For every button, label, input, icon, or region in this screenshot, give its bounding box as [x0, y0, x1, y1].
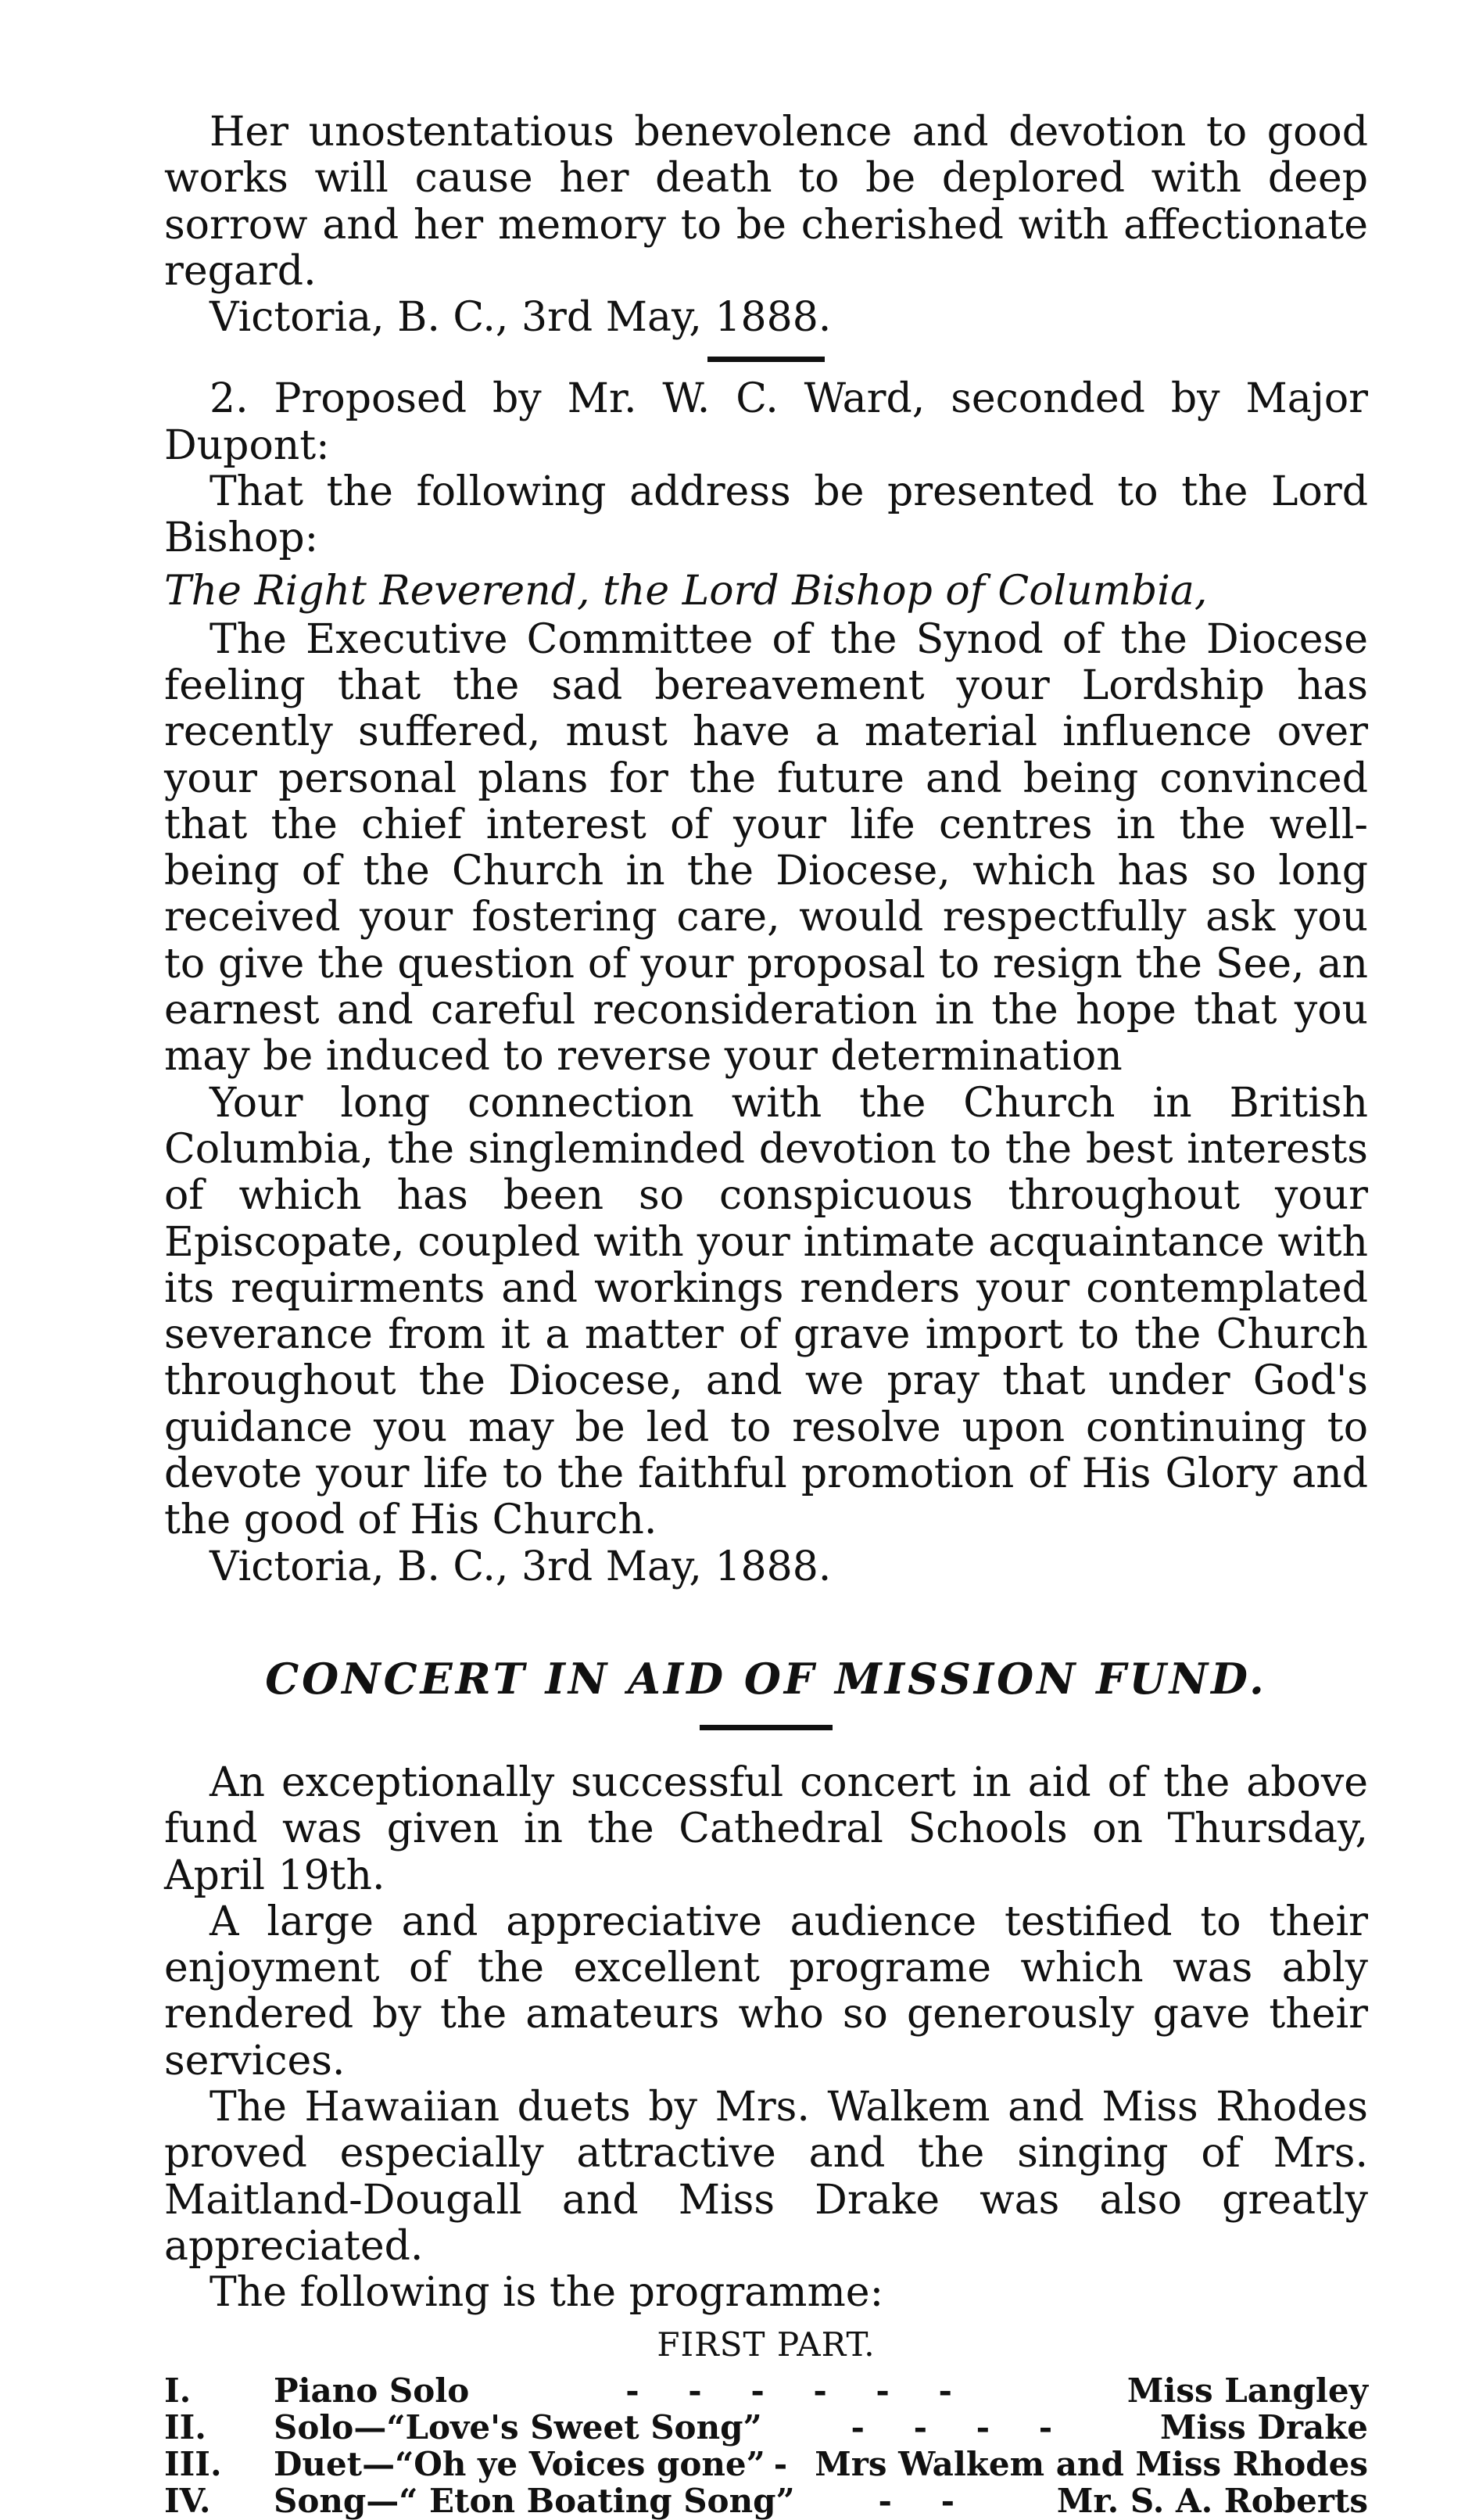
concert-paragraph-four: The following is the programme:: [210, 2269, 884, 2317]
programme-item-title: Duet—“Oh ye Voices gone”: [274, 2445, 765, 2484]
programme-item-performer: Miss Drake: [1160, 2408, 1368, 2447]
programme-item-performer: Mr. S. A. Roberts: [1056, 2482, 1368, 2520]
programme-item: [164, 2372, 1368, 2409]
address-paragraph-one: The Executive Committee of the Synod of the Diocese feeling that the sad bereavement your Lordship has recently suffered, must have a material influence over your personal plans for the future and being convinced that the chief interest of your life centres in the well-being of the Church in the Diocese, which has so long received your fostering care, would respectfully ask you to give the question of your proposal to resign the See, an earnest and careful reconsideration in the hope that you may be induced to reverse your determination: [164, 615, 1368, 1081]
concert-paragraph-three: The Hawaiian duets by Mrs. Walkem and Miss Rhodes proved especially attractive and the singing of Mrs. Maitland-Dougall and Miss Drake was also greatly appreciated.: [164, 2083, 1368, 2270]
programme-heading: FIRST PART.: [657, 2325, 876, 2364]
concert-paragraph-one: An exceptionally successful concert in aid of the above fund was given in the Cathedral Schools on Thursday, April 19th.: [164, 1758, 1368, 1899]
programme-item-number: II.: [164, 2408, 206, 2447]
programme-item-leader: -: [773, 2446, 807, 2483]
programme-item-number: I.: [164, 2371, 192, 2411]
programme-item-leader: - - - - - -: [625, 2372, 971, 2410]
address-paragraph-two: Your long connection with the Church in British Columbia, the singleminded devotion to the best interests of which has been so conspicuous throughout your Episcopate, coupled with your intimate acquaintance with its requirments and workings renders your contemplated severance from it a matter of grave import to the Church throughout the Diocese, and we pray that under God's guidance you may be led to resolve upon continuing to devote your life to the faithful promotion of His Glory and the good of His Church.: [164, 1079, 1368, 1544]
programme-item-title: Song—“ Eton Boating Song”: [274, 2482, 795, 2520]
obituary-closing-paragraph: Her unostentatious benevolence and devotion to good works will cause her death to be deplored with deep sorrow and her memory to be cherished with affectionate regard.: [164, 109, 1368, 295]
concert-paragraph-two: A large and appreciative audience testified to their enjoyment of the excellent programe which was ably rendered by the amateurs who so generously gave their services.: [164, 1898, 1368, 2084]
programme-item: [164, 2446, 1368, 2482]
programme-item: [164, 2409, 1368, 2446]
programme-item-number: III.: [164, 2445, 222, 2484]
obituary-dateline: Victoria, B. C., 3rd May, 1888.: [210, 294, 832, 342]
programme-item-leader: - - - -: [851, 2409, 1072, 2447]
resolution-proposal: 2. Proposed by Mr. W. C. Ward, seconded by Major Dupont:: [164, 375, 1368, 469]
resolution-motion: That the following address be presented to the Lord Bishop:: [164, 468, 1368, 562]
heading-divider: [700, 1725, 833, 1730]
concert-heading: CONCERT IN AID OF MISSION FUND.: [265, 1653, 1267, 1704]
programme-item-leader: - -: [878, 2482, 974, 2520]
newspaper-column: [164, 109, 1368, 2519]
programme-item: [164, 2482, 1368, 2519]
programme-item-title: Piano Solo: [274, 2371, 470, 2411]
programme-list: [164, 2372, 1368, 2519]
programme-item-title: Solo—“Love's Sweet Song”: [274, 2408, 762, 2447]
section-divider: [707, 357, 825, 362]
address-salutation: The Right Reverend, the Lord Bishop of Columbia,: [164, 567, 1208, 615]
programme-item-performer: Miss Langley: [1126, 2371, 1368, 2411]
address-dateline: Victoria, B. C., 3rd May, 1888.: [210, 1543, 832, 1590]
programme-item-performer: Mrs Walkem and Miss Rhodes: [815, 2445, 1368, 2484]
programme-item-number: IV.: [164, 2482, 211, 2520]
